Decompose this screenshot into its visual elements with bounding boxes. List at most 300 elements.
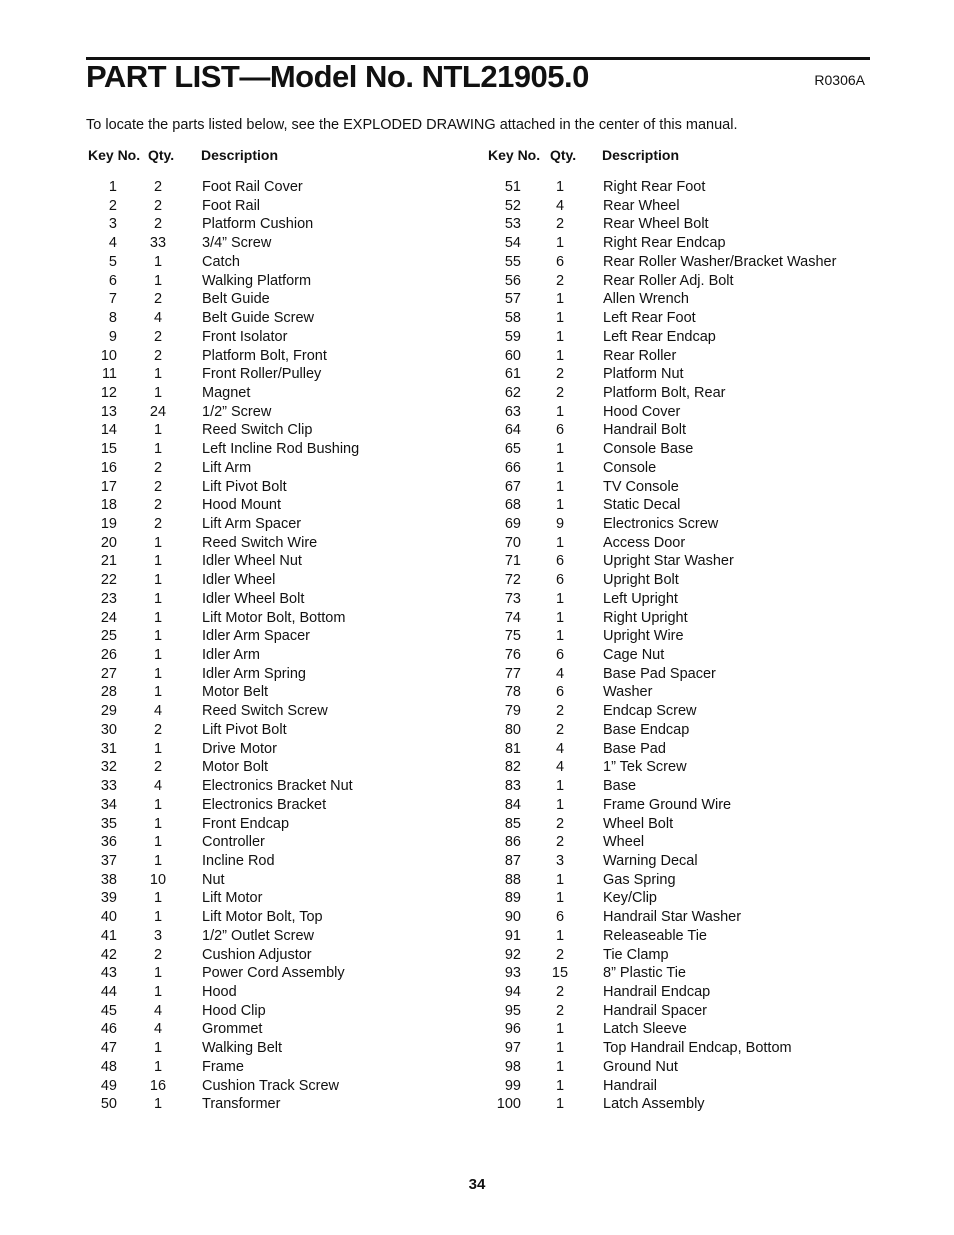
part-description: Idler Wheel (202, 572, 276, 589)
part-key-number: 28 (100, 684, 117, 701)
part-key-number: 29 (100, 703, 117, 720)
part-quantity: 1 (153, 684, 163, 701)
part-quantity: 1 (555, 890, 565, 907)
part-description: Frame (202, 1058, 244, 1075)
part-key-number: 82 (504, 759, 521, 776)
page-title: PART LIST—Model No. NTL21905.0 (86, 59, 589, 94)
part-description: Upright Wire (603, 628, 684, 645)
part-key-number: 8 (108, 310, 117, 326)
part-key-number: 42 (100, 946, 117, 963)
part-quantity: 2 (555, 721, 565, 738)
part-quantity: 2 (153, 328, 163, 345)
part-description: Wheel (603, 834, 645, 851)
part-quantity: 4 (153, 703, 163, 720)
part-description: Drive Motor (202, 740, 277, 757)
part-quantity: 1 (555, 778, 565, 794)
part-quantity: 1 (555, 291, 565, 308)
part-description: Handrail Spacer (603, 1002, 707, 1019)
part-description: Idler Wheel Bolt (202, 590, 305, 607)
part-key-number: 7 (108, 291, 117, 308)
part-quantity: 1 (555, 347, 565, 364)
part-quantity: 10 (149, 871, 167, 888)
part-description: Releaseable Tie (603, 927, 707, 944)
part-description: Latch Sleeve (603, 1021, 687, 1038)
part-key-number: 75 (504, 628, 521, 645)
part-quantity: 1 (555, 403, 565, 420)
part-key-number: 60 (504, 347, 521, 364)
part-quantity: 4 (555, 759, 565, 776)
part-key-number: 93 (504, 965, 521, 982)
part-key-number: 31 (100, 740, 117, 757)
part-description: Lift Pivot Bolt (202, 478, 287, 495)
part-quantity: 1 (153, 422, 163, 439)
part-key-number: 95 (504, 1002, 521, 1019)
part-quantity: 1 (153, 572, 163, 589)
part-key-number: 23 (100, 590, 117, 607)
part-description: Lift Arm Spacer (202, 516, 302, 532)
part-description: Rear Wheel Bolt (603, 216, 709, 233)
part-quantity: 1 (555, 478, 565, 495)
part-key-number: 80 (504, 721, 521, 738)
part-key-number: 26 (100, 647, 117, 663)
part-key-number: 81 (504, 740, 521, 757)
part-quantity: 1 (555, 179, 565, 195)
right-desc-header: Description (602, 147, 680, 163)
part-description: Handrail Star Washer (603, 909, 742, 926)
part-quantity: 2 (153, 347, 163, 364)
part-quantity: 1 (555, 1021, 565, 1038)
part-quantity: 2 (153, 459, 163, 476)
part-key-number: 70 (504, 534, 521, 551)
part-key-number: 9 (108, 328, 117, 345)
part-quantity: 1 (153, 272, 163, 289)
part-quantity: 2 (555, 834, 565, 851)
part-key-number: 63 (504, 403, 521, 420)
part-quantity: 1 (153, 1058, 163, 1075)
part-key-number: 94 (504, 984, 521, 1000)
part-key-number: 91 (504, 927, 521, 944)
part-quantity: 1 (153, 590, 163, 607)
intro-text: To locate the parts listed below, see the EXPLODED DRAWING attached in the center of this manual. (86, 117, 738, 133)
part-description: Hood Cover (603, 403, 681, 420)
part-quantity: 1 (153, 1040, 163, 1057)
part-quantity: 1 (153, 796, 163, 813)
part-key-number: 90 (504, 909, 521, 926)
part-key-number: 47 (100, 1040, 117, 1057)
part-quantity: 4 (555, 197, 565, 214)
left-qty-header: Qty. (148, 147, 175, 163)
part-quantity: 3 (555, 852, 565, 869)
part-key-number: 2 (108, 197, 117, 214)
part-key-number: 45 (100, 1002, 117, 1019)
part-quantity: 6 (555, 572, 565, 589)
left-desc-header: Description (201, 147, 279, 163)
part-key-number: 89 (504, 890, 521, 907)
part-key-number: 38 (100, 871, 117, 888)
part-quantity: 15 (551, 965, 569, 982)
part-quantity: 3 (153, 927, 163, 944)
part-quantity: 2 (555, 946, 565, 963)
part-quantity: 6 (555, 253, 565, 270)
part-quantity: 2 (153, 216, 163, 233)
part-quantity: 1 (153, 647, 163, 663)
part-quantity: 4 (153, 1021, 163, 1038)
part-key-number: 21 (100, 553, 117, 570)
part-description: Electronics Bracket (202, 796, 327, 813)
part-key-number: 92 (504, 946, 521, 963)
part-description: Rear Roller (603, 347, 677, 364)
part-description: Magnet (202, 384, 251, 401)
part-key-number: 20 (100, 534, 117, 551)
part-description: Left Incline Rod Bushing (202, 441, 360, 458)
part-description: Grommet (202, 1021, 263, 1038)
part-description: Foot Rail (202, 197, 261, 214)
part-description: Handrail (603, 1077, 657, 1094)
part-description: Platform Cushion (202, 216, 314, 233)
part-description: Platform Bolt, Front (202, 347, 327, 364)
part-description: Controller (202, 834, 265, 851)
part-key-number: 97 (504, 1040, 521, 1057)
part-quantity: 2 (153, 497, 163, 514)
part-key-number: 68 (504, 497, 521, 514)
part-quantity: 1 (555, 534, 565, 551)
part-description: Reed Switch Clip (202, 422, 313, 439)
part-key-number: 53 (504, 216, 521, 233)
part-key-number: 52 (504, 197, 521, 214)
part-quantity: 1 (153, 984, 163, 1000)
part-quantity: 1 (555, 796, 565, 813)
part-key-number: 50 (100, 1096, 117, 1113)
part-key-number: 34 (100, 796, 117, 813)
part-key-number: 96 (504, 1021, 521, 1038)
part-key-number: 62 (504, 384, 521, 401)
part-key-number: 84 (504, 796, 521, 813)
part-quantity: 1 (153, 815, 163, 832)
part-description: Motor Bolt (202, 759, 269, 776)
part-quantity: 1 (153, 890, 163, 907)
part-quantity: 1 (555, 441, 565, 458)
part-description: Base (603, 778, 637, 794)
part-key-number: 35 (100, 815, 117, 832)
part-description: Upright Star Washer (603, 553, 734, 570)
part-quantity: 9 (555, 516, 565, 532)
part-key-number: 66 (504, 459, 521, 476)
part-quantity: 1 (153, 441, 163, 458)
part-quantity: 33 (149, 235, 167, 252)
part-quantity: 4 (153, 310, 163, 326)
part-key-number: 87 (504, 852, 521, 869)
part-key-number: 39 (100, 890, 117, 907)
part-key-number: 57 (504, 291, 521, 308)
part-quantity: 2 (555, 366, 565, 383)
part-description: Cushion Adjustor (202, 946, 312, 963)
part-description: Left Rear Endcap (603, 328, 716, 345)
part-key-number: 100 (496, 1096, 521, 1113)
part-quantity: 1 (555, 1096, 565, 1113)
part-description: Electronics Screw (603, 516, 719, 532)
part-key-number: 54 (504, 235, 521, 252)
part-quantity: 1 (555, 927, 565, 944)
part-description: 8” Plastic Tie (603, 965, 686, 982)
part-description: Latch Assembly (603, 1096, 705, 1113)
part-quantity: 2 (555, 272, 565, 289)
part-description: Lift Motor Bolt, Top (202, 909, 323, 926)
part-quantity: 2 (153, 516, 163, 532)
part-key-number: 83 (504, 778, 521, 794)
part-description: Upright Bolt (603, 572, 679, 589)
part-description: Front Endcap (202, 815, 290, 832)
left-key-header: Key No. (88, 147, 141, 163)
part-key-number: 67 (504, 478, 521, 495)
part-quantity: 1 (153, 628, 163, 645)
part-description: Base Endcap (603, 721, 690, 738)
part-quantity: 4 (555, 740, 565, 757)
part-key-number: 48 (100, 1058, 117, 1075)
part-description: Front Isolator (202, 328, 288, 345)
part-quantity: 1 (153, 534, 163, 551)
part-description: Static Decal (603, 497, 681, 514)
part-description: Idler Arm (202, 647, 261, 663)
part-description: Rear Wheel (603, 197, 680, 214)
part-description: 3/4” Screw (202, 235, 272, 252)
part-quantity: 4 (555, 665, 565, 682)
part-description: Motor Belt (202, 684, 269, 701)
part-key-number: 72 (504, 572, 521, 589)
part-quantity: 1 (153, 553, 163, 570)
part-key-number: 85 (504, 815, 521, 832)
part-quantity: 2 (153, 478, 163, 495)
part-description: Hood Clip (202, 1002, 266, 1019)
part-description: Lift Motor Bolt, Bottom (202, 609, 346, 626)
part-description: Gas Spring (603, 871, 676, 888)
part-key-number: 73 (504, 590, 521, 607)
part-key-number: 74 (504, 609, 521, 626)
part-quantity: 1 (555, 1077, 565, 1094)
part-description: Allen Wrench (603, 291, 689, 308)
part-description: Platform Bolt, Rear (603, 384, 726, 401)
part-quantity: 4 (153, 778, 163, 794)
part-quantity: 1 (555, 328, 565, 345)
part-quantity: 1 (153, 609, 163, 626)
part-description: Foot Rail Cover (202, 179, 303, 195)
part-description: Access Door (603, 534, 686, 551)
part-quantity: 1 (153, 834, 163, 851)
part-key-number: 51 (504, 179, 521, 195)
part-quantity: 6 (555, 647, 565, 663)
part-quantity: 1 (153, 740, 163, 757)
part-description: Right Upright (603, 609, 688, 626)
part-key-number: 76 (504, 647, 521, 663)
part-quantity: 2 (555, 1002, 565, 1019)
part-description: Console (603, 459, 657, 476)
part-description: Top Handrail Endcap, Bottom (603, 1040, 792, 1057)
part-key-number: 14 (100, 422, 117, 439)
part-key-number: 11 (101, 366, 117, 383)
part-description: Left Rear Foot (603, 310, 696, 326)
part-key-number: 36 (100, 834, 117, 851)
part-quantity: 1 (153, 909, 163, 926)
part-key-number: 78 (504, 684, 521, 701)
part-quantity: 2 (153, 197, 163, 214)
part-key-number: 46 (100, 1021, 117, 1038)
part-description: Reed Switch Screw (202, 703, 328, 720)
right-qty-header: Qty. (550, 147, 577, 163)
part-quantity: 1 (555, 628, 565, 645)
part-description: Console Base (603, 441, 694, 458)
part-key-number: 88 (504, 871, 521, 888)
part-description: Tie Clamp (603, 946, 669, 963)
part-key-number: 19 (100, 516, 117, 532)
part-quantity: 1 (153, 253, 163, 270)
part-description: Right Rear Foot (603, 179, 706, 195)
part-key-number: 16 (100, 459, 117, 476)
part-description: Lift Pivot Bolt (202, 721, 287, 738)
part-quantity: 1 (555, 1058, 565, 1075)
part-quantity: 1 (555, 235, 565, 252)
part-quantity: 1 (555, 1040, 565, 1057)
part-quantity: 6 (555, 909, 565, 926)
part-key-number: 44 (100, 984, 117, 1000)
part-key-number: 65 (504, 441, 521, 458)
part-key-number: 32 (100, 759, 117, 776)
part-description: Key/Clip (603, 890, 657, 907)
part-key-number: 17 (100, 478, 117, 495)
part-description: Right Rear Endcap (603, 235, 726, 252)
part-description: 1/2” Screw (202, 403, 272, 420)
part-description: Reed Switch Wire (202, 534, 318, 551)
part-quantity: 2 (555, 703, 565, 720)
part-description: Power Cord Assembly (202, 965, 345, 982)
part-key-number: 40 (100, 909, 117, 926)
part-key-number: 77 (504, 665, 521, 682)
part-description: Hood Mount (202, 497, 281, 514)
part-quantity: 2 (555, 815, 565, 832)
part-key-number: 37 (100, 852, 117, 869)
part-description: Lift Motor (202, 890, 263, 907)
part-description: Handrail Bolt (603, 422, 687, 439)
part-description: Handrail Endcap (603, 984, 711, 1000)
part-description: Ground Nut (603, 1058, 678, 1075)
part-quantity: 2 (153, 179, 163, 195)
part-quantity: 24 (149, 403, 167, 420)
part-quantity: 1 (555, 459, 565, 476)
part-description: Warning Decal (603, 852, 698, 869)
part-description: Frame Ground Wire (603, 796, 732, 813)
part-quantity: 4 (153, 1002, 163, 1019)
part-key-number: 4 (108, 235, 117, 252)
right-key-header: Key No. (488, 147, 541, 163)
part-key-number: 6 (108, 272, 117, 289)
part-key-number: 27 (100, 665, 117, 682)
part-description: Idler Arm Spacer (202, 628, 310, 645)
part-quantity: 1 (153, 366, 163, 383)
part-key-number: 41 (100, 927, 117, 944)
part-quantity: 1 (153, 965, 163, 982)
part-key-number: 24 (100, 609, 117, 626)
part-description: Cage Nut (603, 647, 665, 663)
part-key-number: 12 (100, 384, 117, 401)
part-key-number: 1 (108, 179, 117, 195)
part-key-number: 55 (504, 253, 521, 270)
part-key-number: 58 (504, 310, 521, 326)
part-description: Washer (603, 684, 653, 701)
part-key-number: 71 (504, 553, 521, 570)
part-description: Walking Belt (202, 1040, 283, 1057)
part-description: Hood (202, 984, 237, 1000)
part-description: Wheel Bolt (603, 815, 674, 832)
part-description: Idler Arm Spring (202, 665, 306, 682)
part-description: Belt Guide (202, 291, 270, 308)
part-key-number: 49 (100, 1077, 117, 1094)
part-description: Catch (202, 253, 240, 270)
part-key-number: 61 (504, 366, 521, 383)
part-description: Left Upright (603, 590, 678, 607)
part-key-number: 69 (504, 516, 521, 532)
part-description: Rear Roller Washer/Bracket Washer (603, 253, 837, 270)
part-quantity: 2 (153, 759, 163, 776)
part-key-number: 99 (504, 1077, 521, 1094)
part-key-number: 33 (100, 778, 117, 794)
part-quantity: 16 (149, 1077, 167, 1094)
part-quantity: 6 (555, 684, 565, 701)
part-key-number: 15 (100, 441, 117, 458)
part-quantity: 1 (153, 384, 163, 401)
part-quantity: 1 (555, 310, 565, 326)
part-description: 1/2” Outlet Screw (202, 927, 315, 944)
part-quantity: 6 (555, 553, 565, 570)
part-quantity: 1 (555, 497, 565, 514)
part-description: Incline Rod (202, 852, 275, 869)
part-key-number: 13 (100, 403, 117, 420)
part-description: Cushion Track Screw (202, 1077, 339, 1094)
part-quantity: 6 (555, 422, 565, 439)
part-key-number: 30 (100, 721, 117, 738)
part-key-number: 98 (504, 1058, 521, 1075)
part-key-number: 22 (100, 572, 117, 589)
part-key-number: 3 (108, 216, 117, 233)
part-quantity: 2 (555, 216, 565, 233)
part-description: 1” Tek Screw (603, 759, 687, 776)
part-quantity: 1 (153, 1096, 163, 1113)
part-description: Belt Guide Screw (202, 310, 315, 326)
part-key-number: 43 (100, 965, 117, 982)
part-quantity: 2 (153, 721, 163, 738)
part-key-number: 5 (108, 253, 117, 270)
page-number: 34 (468, 1176, 486, 1193)
part-key-number: 59 (504, 328, 521, 345)
part-quantity: 1 (153, 665, 163, 682)
part-quantity: 2 (555, 384, 565, 401)
part-description: Rear Roller Adj. Bolt (603, 272, 734, 289)
part-quantity: 2 (555, 984, 565, 1000)
part-description: Transformer (202, 1096, 281, 1113)
part-quantity: 1 (555, 590, 565, 607)
part-description: Electronics Bracket Nut (202, 778, 353, 794)
part-description: Base Pad Spacer (603, 665, 716, 682)
part-key-number: 56 (504, 272, 521, 289)
part-key-number: 79 (504, 703, 521, 720)
part-quantity: 2 (153, 291, 163, 308)
part-description: Platform Nut (603, 366, 684, 383)
part-description: Front Roller/Pulley (202, 366, 322, 383)
part-description: Base Pad (603, 740, 666, 757)
part-description: Idler Wheel Nut (202, 553, 302, 570)
part-description: Endcap Screw (603, 703, 697, 720)
part-key-number: 10 (100, 347, 117, 364)
part-quantity: 1 (555, 609, 565, 626)
document-code: R0306A (814, 72, 865, 88)
part-quantity: 2 (153, 946, 163, 963)
